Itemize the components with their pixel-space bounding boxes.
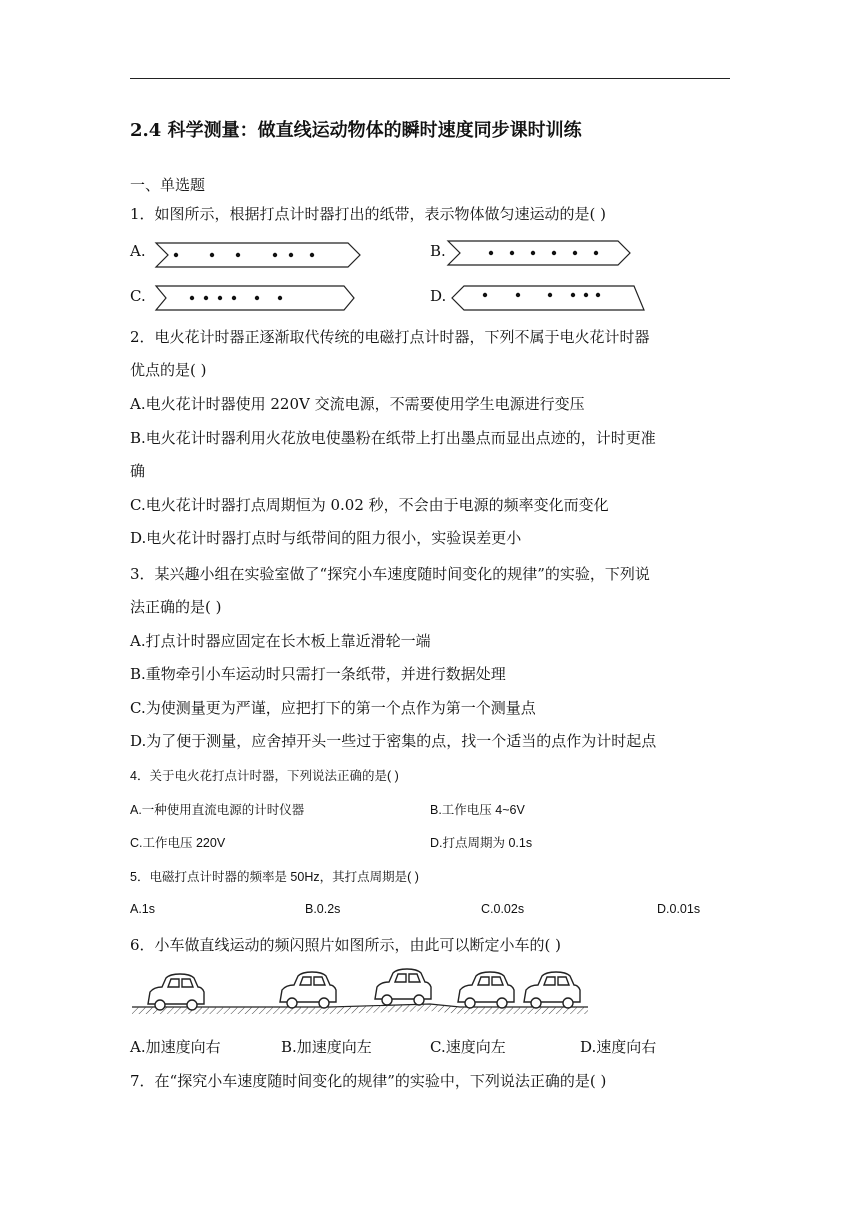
tape-dot xyxy=(255,296,259,300)
q6-option-a[interactable]: A.加速度向右 xyxy=(130,1038,221,1056)
q2-option-c[interactable]: C.电火花计时器打点周期恒为 0.02 秒，不会由于电源的频率变化而变化 xyxy=(130,496,609,514)
q3-option-c[interactable]: C.为使测量更为严谨，应把打下的第一个点作为第一个测量点 xyxy=(130,699,536,717)
q2-stem-line2: 优点的是( ) xyxy=(130,361,207,379)
car-1 xyxy=(148,974,204,1010)
q5-option-c[interactable]: C.0.02s xyxy=(481,902,525,916)
q1-option-b-tape[interactable] xyxy=(446,238,634,268)
q6-stem: 6．小车做直线运动的频闪照片如图所示，由此可以断定小车的( ) xyxy=(130,936,562,954)
q6-strobe-figure xyxy=(130,966,590,1026)
header-rule xyxy=(130,78,730,79)
tape-dot xyxy=(278,296,282,300)
tape-dot xyxy=(573,251,577,255)
tape-dot xyxy=(571,293,575,297)
q1-option-b-label[interactable]: B. xyxy=(430,242,446,260)
car-3 xyxy=(375,969,431,1005)
tape-dot xyxy=(483,293,487,297)
tape-dot xyxy=(204,296,208,300)
q4-option-c[interactable]: C.工作电压 220V xyxy=(130,836,226,850)
q6-option-d[interactable]: D.速度向右 xyxy=(580,1038,657,1056)
q4-option-d[interactable]: D.打点周期为 0.1s xyxy=(430,836,533,850)
q5-option-a[interactable]: A.1s xyxy=(130,902,156,916)
q2-option-b-line2[interactable]: 确 xyxy=(130,462,146,480)
tape-dot xyxy=(273,253,277,257)
page-title: 2.4 科学测量：做直线运动物体的瞬时速度同步课时训练 xyxy=(130,120,582,141)
q1-option-d-tape[interactable] xyxy=(450,283,646,313)
tape-dot xyxy=(510,251,514,255)
q1-option-a-tape[interactable] xyxy=(148,240,364,270)
q6-option-b[interactable]: B.加速度向左 xyxy=(281,1038,372,1056)
tape-dot xyxy=(232,296,236,300)
tape-dot xyxy=(289,253,293,257)
q5-option-b[interactable]: B.0.2s xyxy=(305,902,341,916)
section-heading: 一、单选题 xyxy=(130,176,206,194)
tape-dot xyxy=(552,251,556,255)
q2-stem-line1: 2．电火花计时器正逐渐取代传统的电磁打点计时器，下列不属于电火花计时器 xyxy=(130,328,650,346)
car-5 xyxy=(524,972,580,1008)
q3-stem-line1: 3．某兴趣小组在实验室做了“探究小车速度随时间变化的规律”的实验，下列说 xyxy=(130,565,650,583)
tape-dot xyxy=(594,251,598,255)
tape-dot xyxy=(310,253,314,257)
tape-dot xyxy=(531,251,535,255)
tape-dot xyxy=(596,293,600,297)
q3-stem-line2: 法正确的是( ) xyxy=(130,598,222,616)
q3-option-d[interactable]: D.为了便于测量，应舍掉开头一些过于密集的点，找一个适当的点作为计时起点 xyxy=(130,732,657,750)
tape-dot xyxy=(174,253,178,257)
q5-option-d[interactable]: D.0.01s xyxy=(657,902,701,916)
q1-option-c-tape[interactable] xyxy=(148,283,358,313)
q6-option-c[interactable]: C.速度向左 xyxy=(430,1038,506,1056)
tape-dot xyxy=(584,293,588,297)
q2-option-a[interactable]: A.电火花计时器使用 220V 交流电源，不需要使用学生电源进行变压 xyxy=(130,395,585,413)
tape-dot xyxy=(489,251,493,255)
q3-option-a[interactable]: A.打点计时器应固定在长木板上靠近滑轮一端 xyxy=(130,632,431,650)
tape-dot xyxy=(236,253,240,257)
q4-option-b[interactable]: B.工作电压 4~6V xyxy=(430,803,525,817)
q1-option-c-label[interactable]: C. xyxy=(130,287,146,305)
q5-stem: 5．电磁打点计时器的频率是 50Hz，其打点周期是( ) xyxy=(130,870,419,884)
q1-option-a-label[interactable]: A. xyxy=(130,242,146,260)
q2-option-d[interactable]: D.电火花计时器打点时与纸带间的阻力很小，实验误差更小 xyxy=(130,529,522,547)
tape-dot xyxy=(210,253,214,257)
q2-option-b-line1[interactable]: B.电火花计时器利用火花放电使墨粉在纸带上打出墨点而显出点迹的，计时更准 xyxy=(130,429,656,447)
car-4 xyxy=(458,972,514,1008)
q7-stem: 7．在“探究小车速度随时间变化的规律”的实验中，下列说法正确的是( ) xyxy=(130,1072,607,1090)
q4-stem: 4．关于电火花打点计时器，下列说法正确的是( ) xyxy=(130,769,399,783)
tape-dot xyxy=(548,293,552,297)
q3-option-b[interactable]: B.重物牵引小车运动时只需打一条纸带，并进行数据处理 xyxy=(130,665,506,683)
tape-dot xyxy=(190,296,194,300)
q1-stem: 1．如图所示，根据打点计时器打出的纸带，表示物体做匀速运动的是( ) xyxy=(130,205,607,223)
q1-option-d-label[interactable]: D. xyxy=(430,287,447,305)
tape-dot xyxy=(218,296,222,300)
tape-dot xyxy=(516,293,520,297)
car-2 xyxy=(280,972,336,1008)
q4-option-a[interactable]: A.一种使用直流电源的计时仪器 xyxy=(130,803,305,817)
